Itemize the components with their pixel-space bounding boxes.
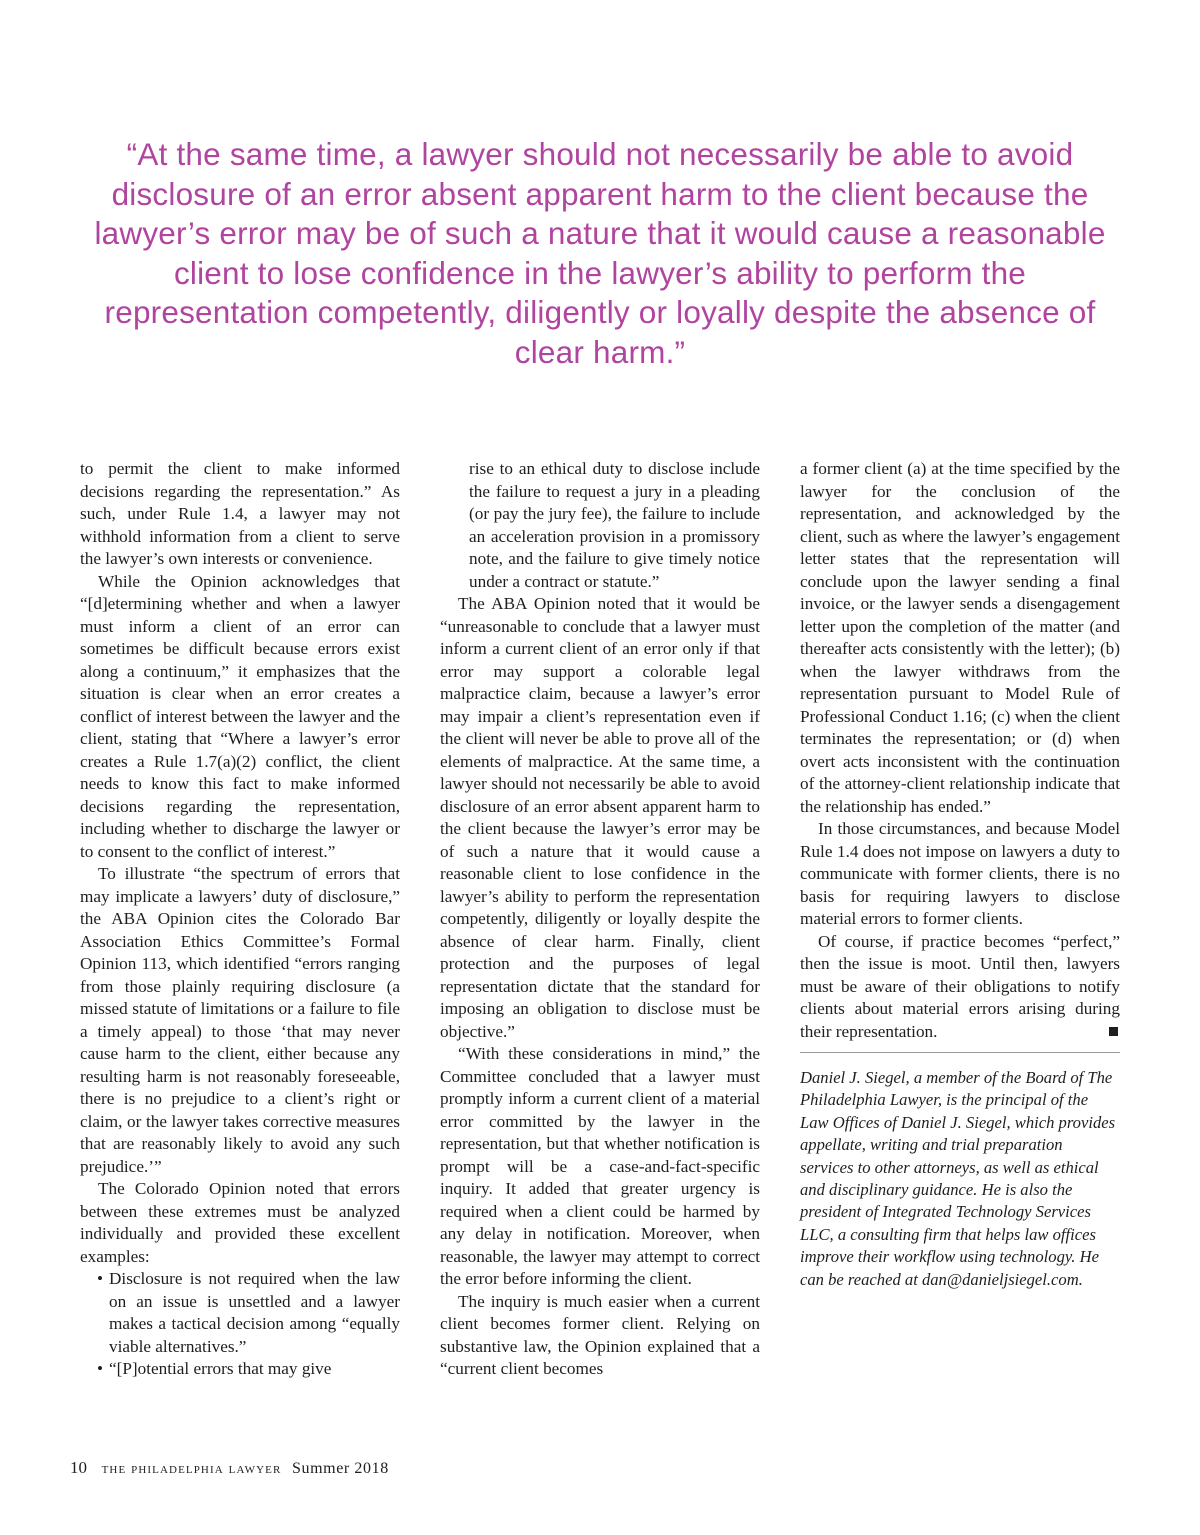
article-column-2	[440, 458, 760, 1381]
bullet-icon: •	[97, 1269, 104, 1288]
page-footer	[70, 1458, 389, 1478]
divider	[800, 1052, 1120, 1053]
list-item-text: Disclosure is not required when the law on an issue is unsettled and a lawyer makes a tactical decision among “equally viable alternatives.”	[109, 1269, 400, 1356]
paragraph: The ABA Opinion noted that it would be “unreasonable to conclude that a lawyer must inform a current client of an error only if that error may support a colorable legal malpractice claim, because a lawyer’s error may impair a client’s representation even if the client will never be able to prove all of the elements of malpractice. At the same time, a lawyer should not necessarily be able to avoid disclosure of an error absent apparent harm to the client because the lawyer’s error may be of such a nature that it would cause a reasonable client to lose confidence in the lawyer’s ability to perform the representation competently, diligently or loyally despite the absence of clear harm. Finally, client protection and the purposes of legal representation dictate that the standard for imposing an obligation to disclose must be objective.”	[440, 594, 760, 1041]
list-item	[80, 1268, 400, 1358]
list-item	[80, 1358, 400, 1381]
paragraph: The inquiry is much easier when a current client becomes former client. Relying on substantive law, the Opinion explained that a “current client becomes	[440, 1291, 760, 1378]
magazine-name: the philadelphia lawyer	[101, 1461, 282, 1477]
article-column-1	[80, 458, 400, 1381]
end-mark-icon	[1109, 1027, 1118, 1036]
paragraph-final	[800, 931, 1120, 1044]
paragraph: rise to an ethical duty to disclose include the failure to request a jury in a pleading (or pay the jury fee), the failure to include an acceleration provision in a promissory note, and the failure to give timely notice under a contract or statute.”	[469, 459, 760, 591]
author-bio: Daniel J. Siegel, a member of the Board of The Philadelphia Lawyer, is the principal of the Law Offices of Daniel J. Siegel, which provides appellate, writing and trial preparation services to other attorneys, as well as ethical and disciplinary guidance. He is also the president of Integrated Technology Services LLC, a consulting firm that helps law offices improve their workflow using technology. He can be reached at dan@danieljsiegel.com.	[800, 1068, 1116, 1289]
examples-list	[80, 1268, 400, 1381]
paragraph: The Colorado Opinion noted that errors between these extremes must be analyzed individually and provided these excellent examples:	[80, 1179, 400, 1266]
bullet-icon: •	[97, 1359, 104, 1378]
issue-date: Summer 2018	[292, 1460, 389, 1477]
paragraph: In those circumstances, and because Model Rule 1.4 does not impose on lawyers a duty to communicate with former clients, there is no basis for requiring lawyers to disclose material errors to former clients.	[800, 819, 1120, 928]
pull-quote: “At the same time, a lawyer should not necessarily be able to avoid disclosure of an error absent apparent harm to the client because the lawyer’s error may be of such a nature that it would cause a reasonable client to lose confidence in the lawyer’s ability to perform the representation competently, diligently or loyally despite the absence of clear harm.”	[94, 136, 1106, 370]
paragraph: a former client (a) at the time specified by the lawyer for the conclusion of the representation, and acknowledged by the client, such as where the lawyer’s engagement letter states that the representation will conclude upon the lawyer sending a final invoice, or the lawyer sends a disengagement letter upon the completion of the matter (and thereafter acts consistently with the letter); (b) when the lawyer withdraws from the representation pursuant to Model Rule of Professional Conduct 1.16; (c) when the client terminates the representation; or (d) when overt acts inconsistent with the continuation of the attorney-client relationship indicate that the relationship has ended.”	[800, 459, 1120, 816]
list-item-text: “[P]otential errors that may give	[109, 1359, 332, 1378]
paragraph: To illustrate “the spectrum of errors that may implicate a lawyers’ duty of disclosure,” the ABA Opinion cites the Colorado Bar Association Ethics Committee’s Formal Opinion 113, which identified “errors ranging from those plainly requiring disclosure (a missed statute of limitations or a failure to file a timely appeal) to those ‘that may never cause harm to the client, either because any resulting harm is not reasonably foreseeable, there is no prejudice to a client’s right or claim, or the lawyer takes corrective measures that are reasonably likely to avoid any such prejudice.’”	[80, 864, 400, 1176]
paragraph: While the Opinion acknowledges that “[d]etermining whether and when a lawyer must inform a client of an error can sometimes be difficult because errors exist along a continuum,” it emphasizes that the situation is clear when an error creates a conflict of interest between the lawyer and the client, stating that “Where a lawyer’s error creates a Rule 1.7(a)(2) conflict, the client needs to know this fact to make informed decisions regarding the representation, including whether to discharge the lawyer or to consent to the conflict of interest.”	[80, 571, 400, 861]
page-number: 10	[70, 1458, 87, 1477]
paragraph: to permit the client to make informed decisions regarding the representation.” As such, under Rule 1.4, a lawyer may not withhold information from a client to serve the lawyer’s own interests or convenience.	[80, 459, 400, 568]
article-column-3	[800, 458, 1120, 1291]
paragraph: “With these considerations in mind,” the Committee concluded that a lawyer must promptly inform a current client of a material error committed by the lawyer in the representation, but that whether notification is prompt will be a case-and-fact-specific inquiry. It added that greater urgency is required when a client could be harmed by any delay in notification. Moreover, when reasonable, the lawyer may attempt to correct the error before informing the client.	[440, 1044, 760, 1288]
paragraph-text: Of course, if practice becomes “perfect,” then the issue is moot. Until then, lawyers must be aware of their obligations to notify clients about material errors arising during their representation.	[800, 931, 1120, 1041]
